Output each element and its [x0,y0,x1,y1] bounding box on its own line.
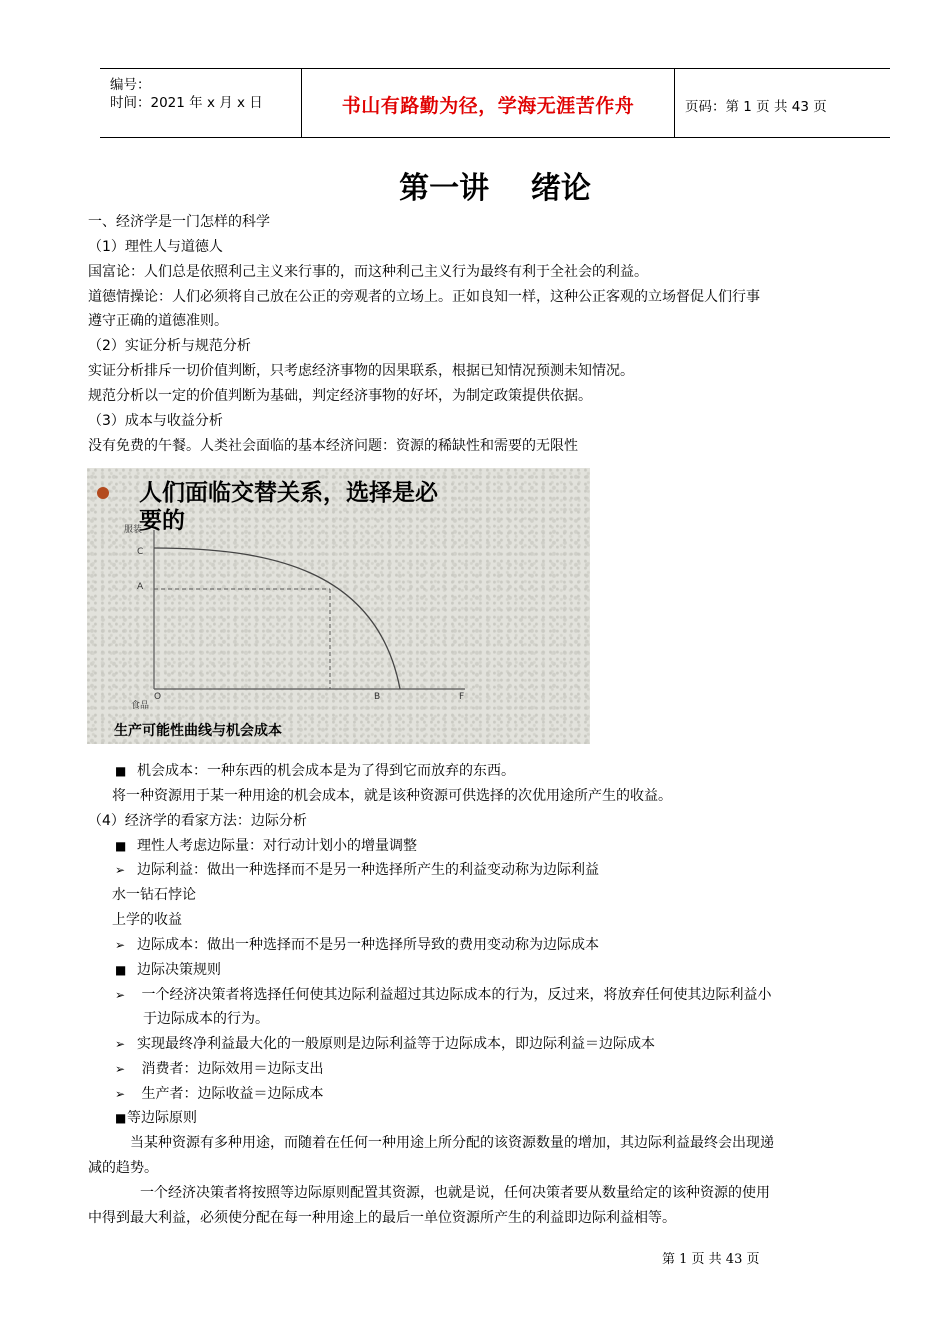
subsection-heading: （3）成本与收益分析 [88,413,223,429]
square-bullet-icon: ■ [115,764,127,778]
y-axis-label: 服装 [124,525,143,535]
square-bullet-icon: ■ [115,839,127,853]
subsection-heading: （2）实证分析与规范分析 [88,338,251,354]
header-motto-cell [302,69,675,137]
body-line: 将一种资源用于某一种用途的机会成本，就是该种资源可供选择的次优用途所产生的收益。 [112,788,672,804]
subsection-heading: （1）理性人与道德人 [88,239,223,255]
bullet-line: ■ 理性人考虑边际量：对行动计划小的增量调整 [115,838,417,854]
bullet-line: ➢ 边际利益：做出一种选择而不是另一种选择所产生的利益变动称为边际利益 [115,862,599,878]
body-line: 水一钻石悖论 [112,887,196,903]
arrow-bullet-icon: ➢ [115,1037,126,1051]
ppf-chart [87,468,590,744]
bullet-line: ■等边际原则 [115,1110,197,1126]
subsection-heading: （4）经济学的看家方法：边际分析 [88,813,307,829]
bullet-line: ■ 边际决策规则 [115,962,221,978]
body-line: 遵守正确的道德准则。 [88,313,228,329]
paragraph-line: 一个经济决策者将按照等边际原则配置其资源，也就是说，任何决策者要从数量给定的该种资源的使用 [140,1185,770,1201]
label-b: B [374,692,381,702]
arrow-bullet-icon: ➢ [115,1062,126,1076]
bullet-line: ➢ 一个经济决策者将选择任何使其边际利益超过其边际成本的行为，反过来，将放弃任何使其边际利益小 [115,987,772,1003]
time-label: 时间：2021 年 x 月 x 日 [110,95,263,111]
bullet-line: ➢ 边际成本：做出一种选择而不是另一种选择所导致的费用变动称为边际成本 [115,937,599,953]
square-bullet-icon: ■ [115,963,127,977]
body-line: 没有免费的午餐。人类社会面临的基本经济问题：资源的稀缺性和需要的无限性 [88,438,578,454]
header-page-cell [675,69,890,137]
header-table [100,68,890,138]
paragraph-line: 减的趋势。 [88,1160,158,1176]
figure-heading-line1: 人们面临交替关系，选择是必 [139,479,438,506]
arrow-bullet-icon: ➢ [115,863,126,877]
section-heading: 一、经济学是一门怎样的科学 [88,214,270,230]
label-a: A [137,582,144,592]
ppf-curve [154,548,400,689]
header-left-cell [100,69,302,137]
body-line: 上学的收益 [112,912,182,928]
arrow-bullet-icon: ➢ [115,988,126,1002]
bullet-line: ➢ 生产者：边际收益＝边际成本 [115,1086,324,1102]
label-o: O [154,692,162,702]
figure-caption: 生产可能性曲线与机会成本 [114,723,282,739]
square-bullet-icon: ■ [115,1111,127,1125]
bullet-line: ■ 机会成本：一种东西的机会成本是为了得到它而放弃的东西。 [115,763,515,779]
paragraph-line: 中得到最大利益，必须使分配在每一种用途上的最后一单位资源所产生的利益即边际利益相等。 [88,1210,676,1226]
page-title: 第一讲 绪论 [399,171,591,206]
x-axis-label: 食品 [131,701,150,711]
paragraph-line: 当某种资源有多种用途，而随着在任何一种用途上所分配的该资源数量的增加，其边际利益最终会出现递 [130,1135,774,1151]
page-footer: 第 1 页 共 43 页 [662,1252,760,1267]
page-label: 页码：第 1 页 共 43 页 [685,99,827,115]
label-c: C [137,547,144,557]
bullet-dot [97,487,109,499]
body-line: 于边际成本的行为。 [143,1011,269,1027]
label-f: F [459,692,465,702]
figure-heading-line2: 要的 [139,507,185,534]
bullet-line: ➢ 实现最终净利益最大化的一般原则是边际利益等于边际成本，即边际利益＝边际成本 [115,1036,655,1052]
body-line: 规范分析以一定的价值判断为基础，判定经济事物的好坏，为制定政策提供依据。 [88,388,592,404]
ppf-figure [87,468,590,744]
arrow-bullet-icon: ➢ [115,938,126,952]
arrow-bullet-icon: ➢ [115,1087,126,1101]
number-label: 编号： [110,77,151,93]
body-line: 道德情操论：人们必须将自己放在公正的旁观者的立场上。正如良知一样，这种公正客观的立场督促人们行事 [88,289,760,305]
body-line: 实证分析排斥一切价值判断，只考虑经济事物的因果联系，根据已知情况预测未知情况。 [88,363,634,379]
bullet-line: ➢ 消费者：边际效用＝边际支出 [115,1061,324,1077]
motto: 书山有路勤为径，学海无涯苦作舟 [341,95,635,117]
body-line: 国富论：人们总是依照利己主义来行事的，而这种利己主义行为最终有利于全社会的利益。 [88,264,648,280]
